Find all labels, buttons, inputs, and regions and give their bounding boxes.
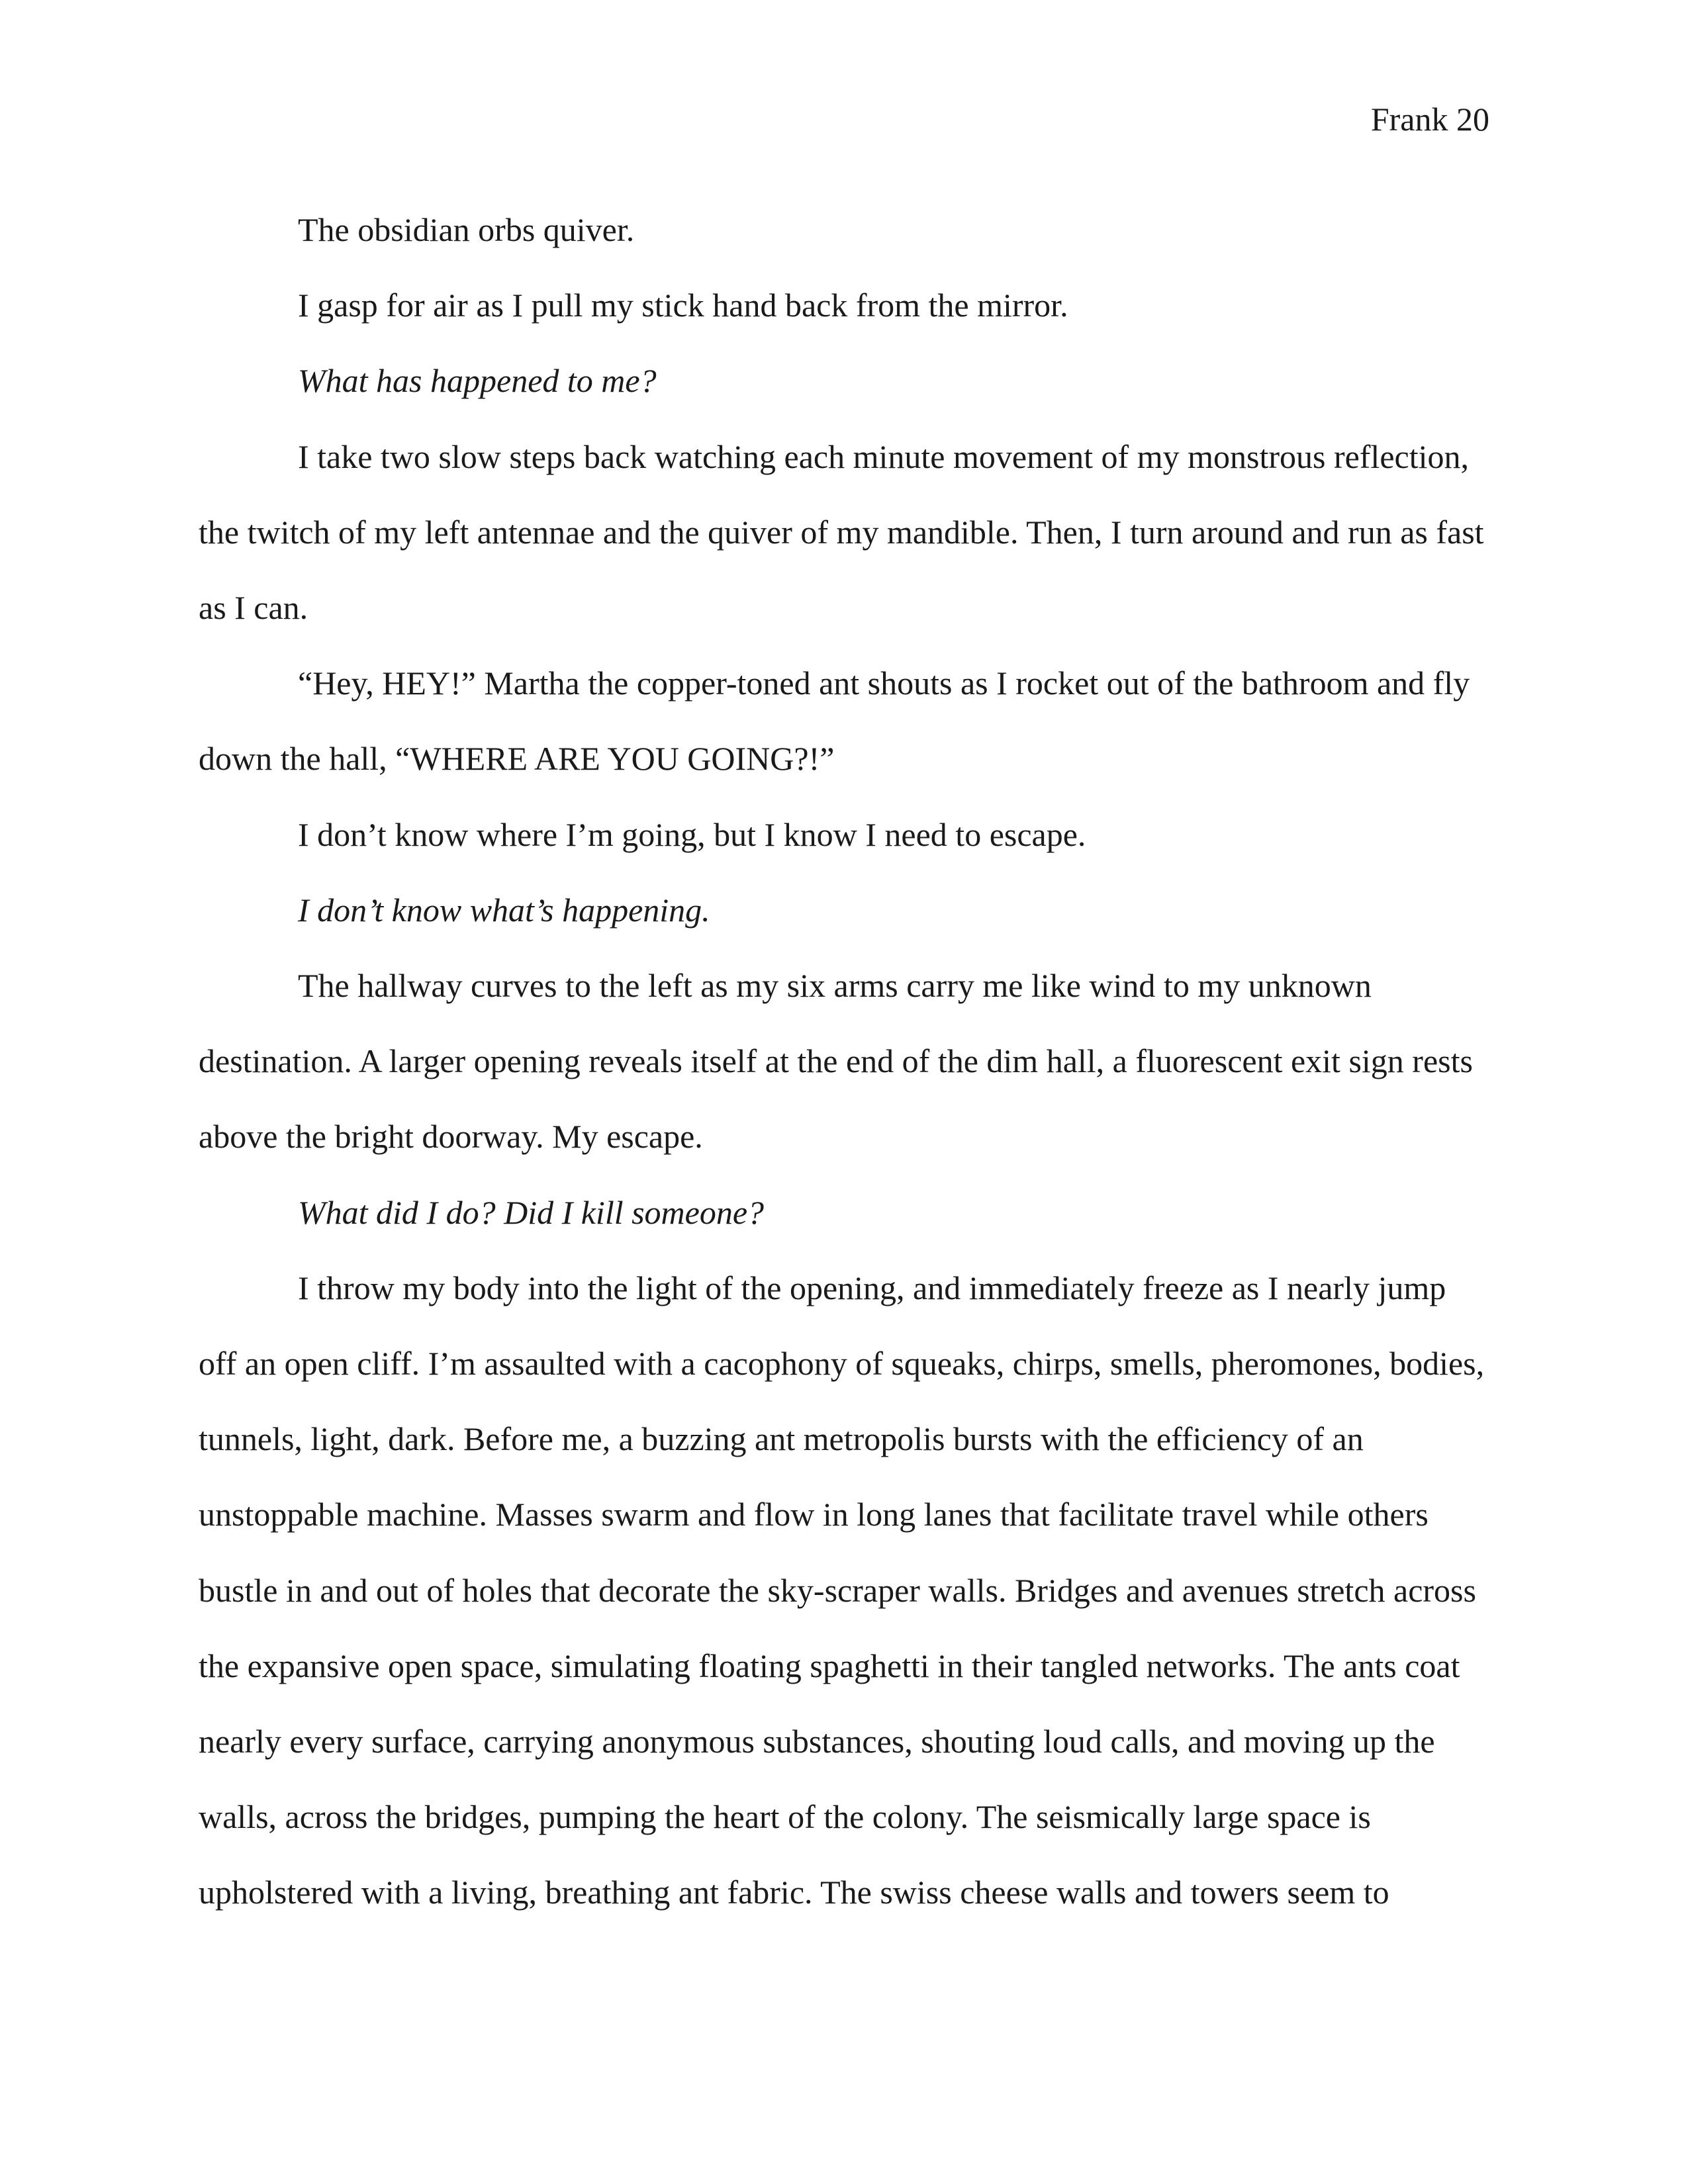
paragraph-1: The obsidian orbs quiver. <box>298 211 635 248</box>
paragraph-9-thought: What did I do? Did I kill someone? <box>298 1193 765 1231</box>
paragraph-6: I don’t know where I’m going, but I know I need to escape. <box>298 815 1086 853</box>
body-text <box>199 192 1489 1931</box>
paragraph-8: The hallway curves to the left as my six arms carry me like wind to my unknown destination. A larger opening reveals itself at the end of the dim hall, a fluorescent exit sign rests above the bright doorway. My escape. <box>199 967 1473 1156</box>
running-head: Frank 20 <box>1370 101 1489 138</box>
paragraph-4: I take two slow steps back watching each minute movement of my monstrous reflection, the twitch of my left antennae and the quiver of my mandible. Then, I turn around and run as fast as I can. <box>199 437 1484 627</box>
paragraph-7-thought: I don’t know what’s happening. <box>298 891 710 929</box>
paragraph-10: I throw my body into the light of the opening, and immediately freeze as I nearly jump off an open cliff. I’m assaulted with a cacophony of squeaks, chirps, smells, pheromones, bodies, tunnels, light, dark. Before me, a buzzing ant metropolis bursts with the efficiency of an unstoppable machine. Masses swarm and flow in long lanes that facilitate travel while others bustle in and out of holes that decorate the sky-scraper walls. Bridges and avenues stretch across the expansive open space, simulating floating spaghetti in their tangled networks. The ants coat nearly every surface, carrying anonymous substances, shouting loud calls, and moving up the walls, across the bridges, pumping the heart of the colony. The seismically large space is upholstered with a living, breathing ant fabric. The swiss cheese walls and towers seem to <box>199 1269 1485 1911</box>
paragraph-2: I gasp for air as I pull my stick hand back from the mirror. <box>298 287 1068 324</box>
paragraph-3-thought: What has happened to me? <box>298 362 657 400</box>
paragraph-5-dialogue: “Hey, HEY!” Martha the copper-toned ant shouts as I rocket out of the bathroom and fly down the hall, “WHERE ARE YOU GOING?!” <box>199 664 1470 778</box>
